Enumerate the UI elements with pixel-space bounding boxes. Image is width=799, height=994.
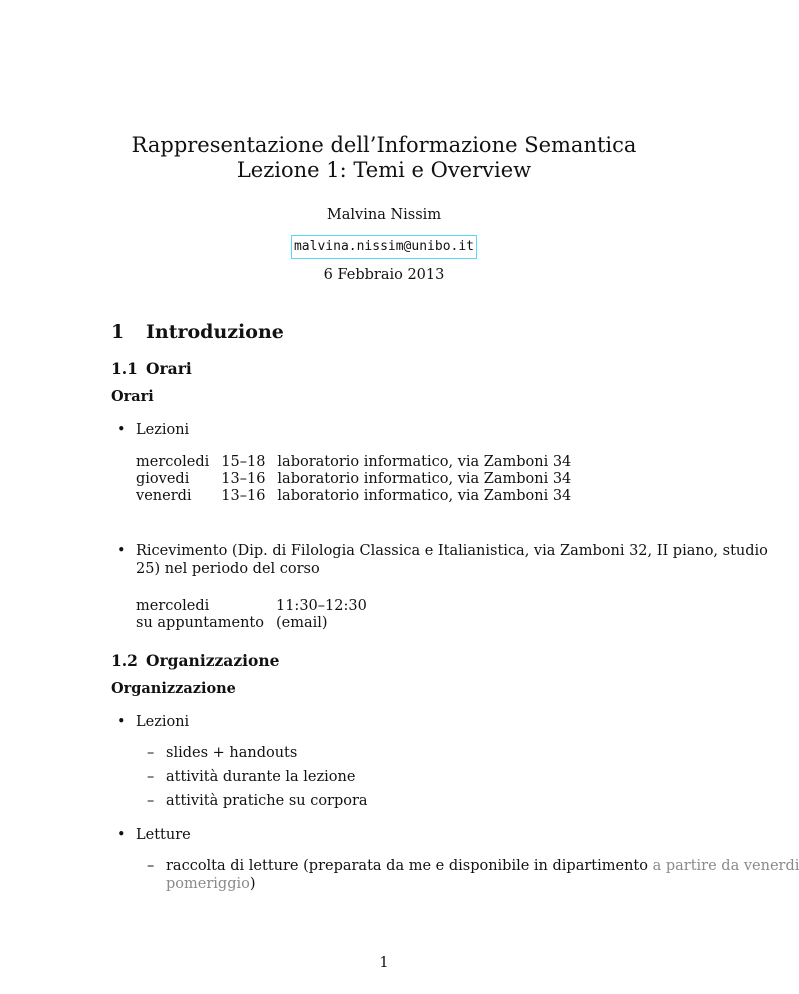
author: Malvina Nissim <box>326 207 442 223</box>
lesson-place: laboratorio informatico, via Zamboni 34 <box>277 471 572 487</box>
office-time: (email) <box>275 615 328 631</box>
bullet-icon: • <box>117 543 126 559</box>
office-day: su appuntamento <box>136 615 264 631</box>
list-item <box>147 745 298 761</box>
subsection-number-1-2: 1.2 <box>111 651 138 670</box>
lesson-day: venerdi <box>136 488 192 504</box>
paragraph-title-orari: Orari <box>111 388 154 405</box>
paragraph-title-organizzazione: Organizzazione <box>111 680 236 697</box>
dash-icon: – <box>147 745 155 761</box>
section-number: 1 <box>111 321 125 343</box>
reading-text-black-2: ) <box>249 876 256 892</box>
email-link[interactable]: malvina.nissim@unibo.it <box>291 235 477 259</box>
table-row <box>136 471 583 488</box>
list-item <box>147 793 368 809</box>
bullet-ricevimento <box>117 543 768 559</box>
title-line-2: Lezione 1: Temi e Overview <box>236 158 532 182</box>
table-row <box>136 598 379 615</box>
office-hours-table <box>136 598 379 632</box>
lesson-item-text: attività pratiche su corpora <box>166 793 368 809</box>
bullet-letture-label: Letture <box>136 827 191 843</box>
bullet-lezioni-org-label: Lezioni <box>136 714 190 730</box>
reading-line-2 <box>166 876 256 892</box>
bullet-ricevimento-line2: 25) nel periodo del corso <box>136 561 320 577</box>
subsection-number-1-1: 1.1 <box>111 359 138 378</box>
lesson-day: mercoledi <box>136 454 210 470</box>
date: 6 Febbraio 2013 <box>323 267 445 283</box>
page-number: 1 <box>379 955 389 971</box>
office-time: 11:30–12:30 <box>275 598 367 614</box>
bullet-lezioni-label: Lezioni <box>136 422 190 438</box>
dash-icon: – <box>147 793 155 809</box>
lesson-place: laboratorio informatico, via Zamboni 34 <box>277 454 572 470</box>
section-title: Introduzione <box>146 321 284 343</box>
table-row <box>136 615 379 632</box>
reading-text-black: raccolta di letture (preparata da me e disponibile in dipartimento <box>166 858 653 874</box>
table-row <box>136 454 583 471</box>
bullet-letture <box>117 827 191 843</box>
lesson-item-text: slides + handouts <box>166 745 298 761</box>
reading-text-gray: a partire da venerdi <box>652 858 799 874</box>
bullet-ricevimento-line1: Ricevimento (Dip. di Filologia Classica e Italianistica, via Zamboni 32, II piano, studio <box>136 543 768 559</box>
bullet-lezioni <box>117 422 190 438</box>
lessons-schedule-table <box>136 454 583 505</box>
dash-icon: – <box>147 769 155 785</box>
lesson-place: laboratorio informatico, via Zamboni 34 <box>277 488 572 504</box>
bullet-icon: • <box>117 422 126 438</box>
reading-text-gray-2: pomeriggio <box>166 876 250 892</box>
lesson-time: 13–16 <box>221 488 266 504</box>
lesson-day: giovedi <box>136 471 190 487</box>
dash-icon: – <box>147 858 155 874</box>
email-container <box>0 235 768 259</box>
subsection-title-1-2: Organizzazione <box>146 651 280 670</box>
lesson-time: 15–18 <box>221 454 266 470</box>
lesson-item-text: attività durante la lezione <box>166 769 356 785</box>
list-item <box>147 769 356 785</box>
bullet-lezioni-org <box>117 714 190 730</box>
bullet-icon: • <box>117 714 126 730</box>
lesson-time: 13–16 <box>221 471 266 487</box>
title-line-1: Rappresentazione dell’Informazione Semantica <box>131 133 637 157</box>
table-row <box>136 488 583 505</box>
list-item <box>147 858 799 874</box>
bullet-icon: • <box>117 827 126 843</box>
subsection-title-1-1: Orari <box>146 359 192 378</box>
office-day: mercoledi <box>136 598 210 614</box>
